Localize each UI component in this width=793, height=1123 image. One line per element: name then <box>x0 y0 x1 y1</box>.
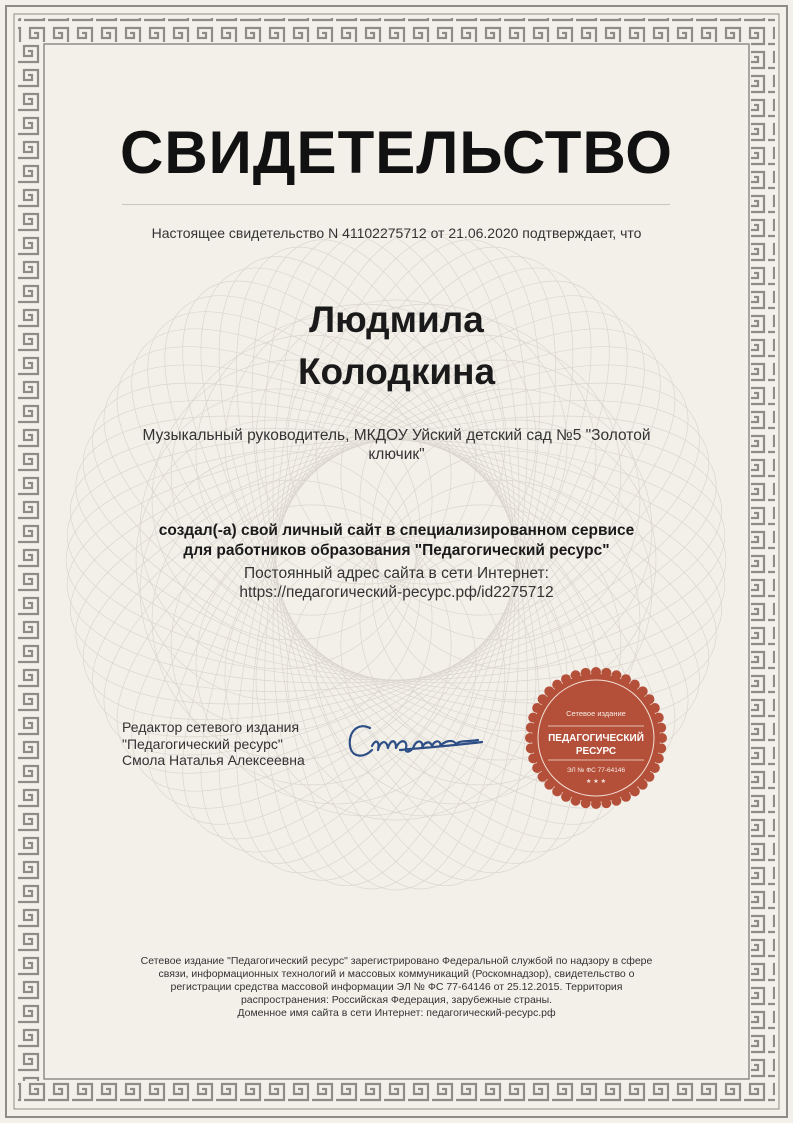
footer-line-1: Сетевое издание "Педагогический ресурс" зарегистрировано Федеральной службой по надзору в сфере <box>140 955 653 967</box>
site-address-label: Постоянный адрес сайта в сети Интернет: <box>244 565 549 582</box>
footer-legal-text <box>118 955 675 1020</box>
publisher-seal <box>522 664 670 812</box>
certificate-title: СВИДЕТЕЛЬСТВО <box>120 119 673 186</box>
title-divider <box>122 204 670 205</box>
editor-signature <box>340 708 500 778</box>
footer-line-5: Доменное имя сайта в сети Интернет: педагогический-ресурс.рф <box>237 1007 556 1019</box>
recipient-last-name: Колодкина <box>297 351 496 392</box>
seal-registration: ЭЛ № ФС 77-64146 <box>566 767 626 774</box>
editor-line-3: Смола Наталья Алексеевна <box>122 752 305 768</box>
editor-line-2: "Педагогический ресурс" <box>122 735 283 752</box>
recipient-first-name: Людмила <box>309 299 484 340</box>
editor-line-1: Редактор сетевого издания <box>122 719 300 735</box>
editor-block <box>122 719 342 769</box>
seal-stars: ★ ★ ★ <box>586 778 606 785</box>
certificate-intro: Настоящее свидетельство N 41102275712 от 21.06.2020 подтверждает, что <box>151 225 642 241</box>
recipient-name <box>0 294 793 398</box>
footer-line-3: регистрации средства массовой информации ЭЛ № ФС 77-64146 от 25.12.2015. Территория <box>170 981 623 993</box>
seal-top-text: Сетевое издание <box>566 709 626 718</box>
site-address <box>0 564 793 602</box>
seal-main-line-1: ПЕДАГОГИЧЕСКИЙ <box>548 733 644 744</box>
recipient-position: Музыкальный руководитель, МКДОУ Уйский детский сад №5 "Золотой ключик" <box>142 427 651 463</box>
footer-line-2: связи, информационных технологий и массовых коммуникаций (Роскомнадзор), свидетельство о <box>158 968 635 980</box>
certificate-action <box>0 521 793 561</box>
footer-line-4: распространения: Российская Федерация, зарубежные страны. <box>240 994 553 1006</box>
site-address-url[interactable]: https://педагогический-ресурс.рф/id2275712 <box>239 584 554 601</box>
seal-main-line-2: РЕСУРС <box>575 746 617 757</box>
action-line-1: создал(-а) свой личный сайт в специализированном сервисе <box>158 522 635 539</box>
action-line-2: для работников образования "Педагогический ресурс" <box>183 542 610 559</box>
